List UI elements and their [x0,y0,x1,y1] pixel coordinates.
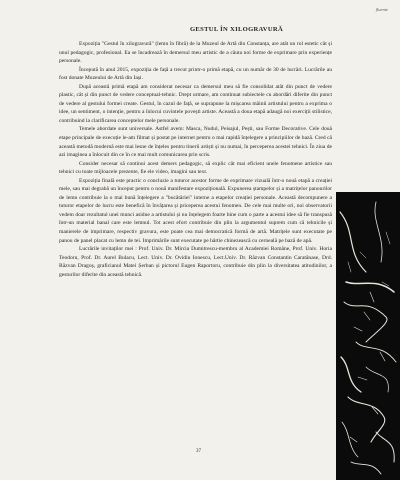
paragraph: După această primă etapă am considerat necesar ca demersul meu să fie consolidat atât din punct de vedere plastic, cât și din punct de vedere conceptual-tehnic. Drept urmare, am continuat subiectele cu abordări diferite din punct de vedere al gestului formei create. Gestul, în cazul de față, se suprapune la mișcarea mâinii artistului pentru a exprima o idee, un sentiment, o intenție, pentru a înlocui cuvintele povești artiste. Această a doua etapă adaugă noi exerciții stilistice, contribuind la clarificarea conceptelor mele personale. [59,83,332,124]
page-title: GESTUL ÎN XILOGRAVURĂ [190,26,284,33]
paragraph: Temele abordate sunt universale. Astfel avem: Masca, Nudul, Peisajul, Pești, sau Forme Decorative. Cele două etape principale de execuție le-am filmat și postat pe internet pentru o mai rapidă înțelegere a principiilor de bază. Cred că această metodă modernă este mai lesne de înțeles pentru tinerii artiști și nu numai, în perceperea acestei tehnici. În ziua de azi imaginea a înlocuit din ce în ce mai mult comunicarea prin scris. [59,126,332,159]
running-header: fluente [375,7,388,12]
paragraph: Lucrările invitaților mei : Prof. Univ. Dr. Mircia Dumitrescu-membru al Academiei Române, Prof. Univ. Horia Teodoru, Prof. Dr. Aurel Bulacu, Lect. Univ. Dr. Ovidiu Ionescu, Lect.Univ. Dr. Răzvan Constantin Caratănase, Drd. Răzvan Dragoș, graficianul Matei Șerban și pictorul Eugen Raportoru, contribuie din plin la diversitatea atitudinilor, a gesturilor diferite din această tehnică. [59,246,332,278]
paragraph: Expoziția finală este practic o concluzie a tuturor acestor forme de exprimare vizuală într-o nouă etapă a creației mele, sau mai degrabă un început pentru o nouă manifestare expozițională. Expunerea ștampelor și a matrițelor panourilor de lemn contribuie la o mai bună înțelegere a "bucătăriei" interne a etapelor creației personale. Această decompunere a tuturor etapelor de lucru este benefică în învățarea și priceperea acestui fenomen. De cele mai multe ori, noi observatorii vedem doar rezultatul unei munci asidue a artistului și nu înțelegem foarte bine cum o parte a acestui idee să fie transpusă într-un material banal care este lemnul. Tot acest efort contribuie din plin la argumentul suprem cum că tehnicile și manierele de imprimare, respectiv gravura, este poate cea mai democratică formă de artă. Matrițele sunt executate pe panou de panel placat cu lemn de tei. Imprimările sunt executate pe hârtie chinezească cu cerneală pe bază de apă. [59,177,332,244]
paragraph: Consider necesar să continui acest demers pedagogic, să explic cât mai eficient unele fenomene artistice sau tehnici cu toate mijloacele prezente, fie ele video, imagini sau text. [59,160,332,176]
page-number: 37 [196,449,201,454]
article-body [59,40,332,279]
paragraph: Expoziția "Gestul în xilogravură" (lemn în fibră) de la Muzeul de Artă din Constanța, are atât un rol estetic cât și unul pedagogic, profesional. Ea se încadrează în demersul meu artistic de a căuta noi forme de exprimare prin experiențe personale. [59,41,332,65]
paragraph: Începută în anul 2015, expoziția de față a trecut printr-o primă etapă, cu un număr de 30 de lucrări. Lucrările au fost donate Muzeului de Artă din Iași. [59,66,332,82]
woodcut-artwork-image [336,192,400,480]
woodcut-strokes-graphic [336,192,400,480]
